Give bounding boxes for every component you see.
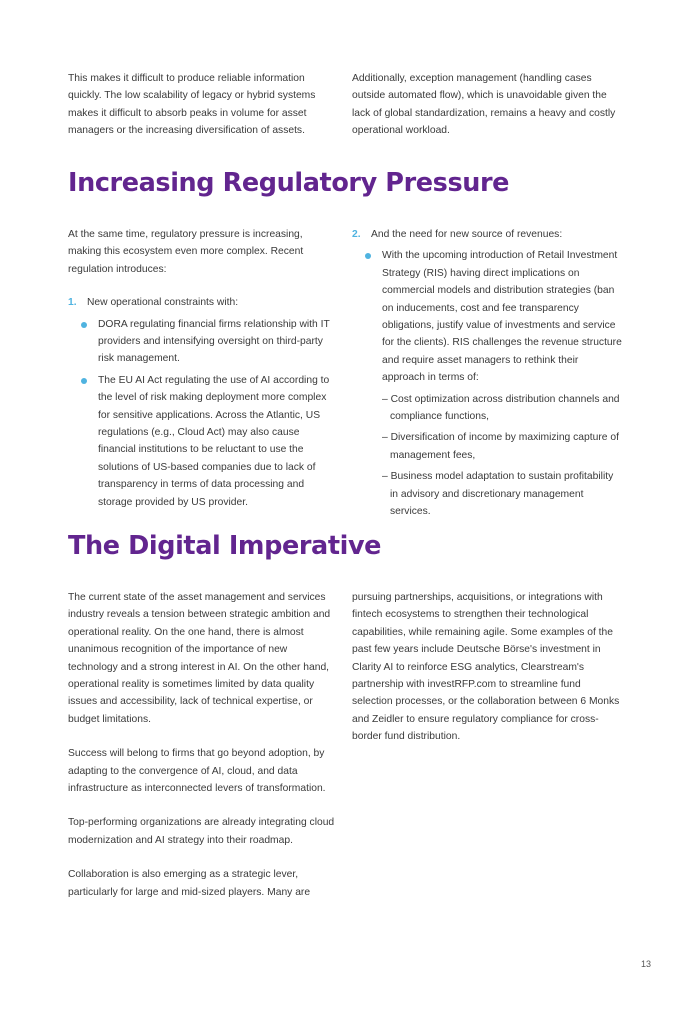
digital-right-column [352, 589, 624, 746]
bullet-dora [68, 316, 336, 368]
regulatory-lead: At the same time, regulatory pressure is increasing, making this ecosystem even more complex. Recent regulation introduces: [68, 229, 304, 275]
regulatory-right-column [352, 226, 624, 521]
digital-left-column [68, 589, 338, 901]
dash-item-income: – Diversification of income by maximizing capture of management fees, [382, 432, 619, 461]
digital-paragraph-4: Collaboration is also emerging as a strategic lever, particularly for large and mid-sized players. Many are [68, 869, 311, 898]
item-2-label: And the need for new source of revenues: [371, 229, 563, 240]
bullet-dot-icon [365, 253, 371, 259]
section-heading-regulatory: Increasing Regulatory Pressure [68, 168, 510, 198]
digital-paragraph-3: Top-performing organizations are already integrating cloud modernization and AI strategy into their roadmap. [68, 817, 335, 846]
bullet-ris [352, 247, 624, 386]
dash-item-business-model: – Business model adaptation to sustain profitability in advisory and discretionary management services. [382, 471, 614, 518]
intro-right-column [352, 70, 624, 140]
regulatory-left-column [68, 226, 336, 511]
digital-paragraph-2: Success will belong to firms that go beyond adoption, by adapting to the convergence of AI, cloud, and data infrastructure as interconnected levers of transformation. [68, 748, 326, 795]
numbered-item-2 [352, 226, 624, 243]
bullet-dot-icon [81, 378, 87, 384]
item-1-label: New operational constraints with: [87, 297, 239, 309]
page-number: 13 [640, 959, 651, 969]
section-heading-digital: The Digital Imperative [68, 531, 382, 561]
bullet-ris-text: With the upcoming introduction of Retail Investment Strategy (RIS) having direct implications on commercial models and distribution strategies (ban on inducements, cost and fee transparency obligations, justify value of investments and service for the clients). RIS challenges the revenue structure and require asset managers to rethink their approach in terms of: [382, 250, 622, 384]
bullet-dora-text: DORA regulating financial firms relationship with IT providers and intensifying oversight on third-party risk management. [98, 318, 330, 365]
bullet-dot-icon [81, 322, 87, 328]
intro-left-paragraph: This makes it difficult to produce reliable information quickly. The low scalability of legacy or hybrid systems makes it difficult to absorb peaks in volume for asset managers or the increasing diversification of assets. [68, 73, 316, 137]
intro-right-paragraph: Additionally, exception management (handling cases outside automated flow), which is unavoidable given the lack of global standardization, remains a heavy and costly operational workload. [352, 73, 616, 137]
item-1-number: 1. [68, 297, 77, 309]
bullet-eu-ai-act-text: The EU AI Act regulating the use of AI according to the level of risk making deployment more complex for sensitive applications. Across the Atlantic, US regulations (e.g., Cloud Act) may also cause financial institutions to be reluctant to use the solutions of US-based companies due to lack of transparency in terms of data processing and storage provided by US provider. [98, 374, 330, 508]
numbered-item-1 [68, 294, 336, 311]
item-2-number: 2. [352, 229, 361, 240]
bullet-eu-ai-act [68, 372, 336, 511]
digital-right-paragraph: pursuing partnerships, acquisitions, or integrations with fintech ecosystems to strengthen their technological capabilities, while remaining agile. Some examples of the past few years include Deutsche Börse's investment in Clarity AI to reinforce ESG analytics, Clearstream's partnership with investRFP.com to streamline fund selection processes, or the collaboration between 6 Monks and Zeidler to ensure regulatory compliance for cross-border fund distribution. [352, 592, 620, 743]
dash-item-cost: – Cost optimization across distribution channels and compliance functions, [382, 393, 620, 423]
intro-left-column [68, 70, 326, 140]
digital-paragraph-1: The current state of the asset management and services industry reveals a tension between strategic ambition and operational reality. On the one hand, there is almost unanimous recognition of the importance of new technology and a strong interest in AI. On the other hand, operational reality is sometimes limited by data quality issues and accessibility, lack of technical expertise, or budget limitations. [68, 592, 331, 725]
